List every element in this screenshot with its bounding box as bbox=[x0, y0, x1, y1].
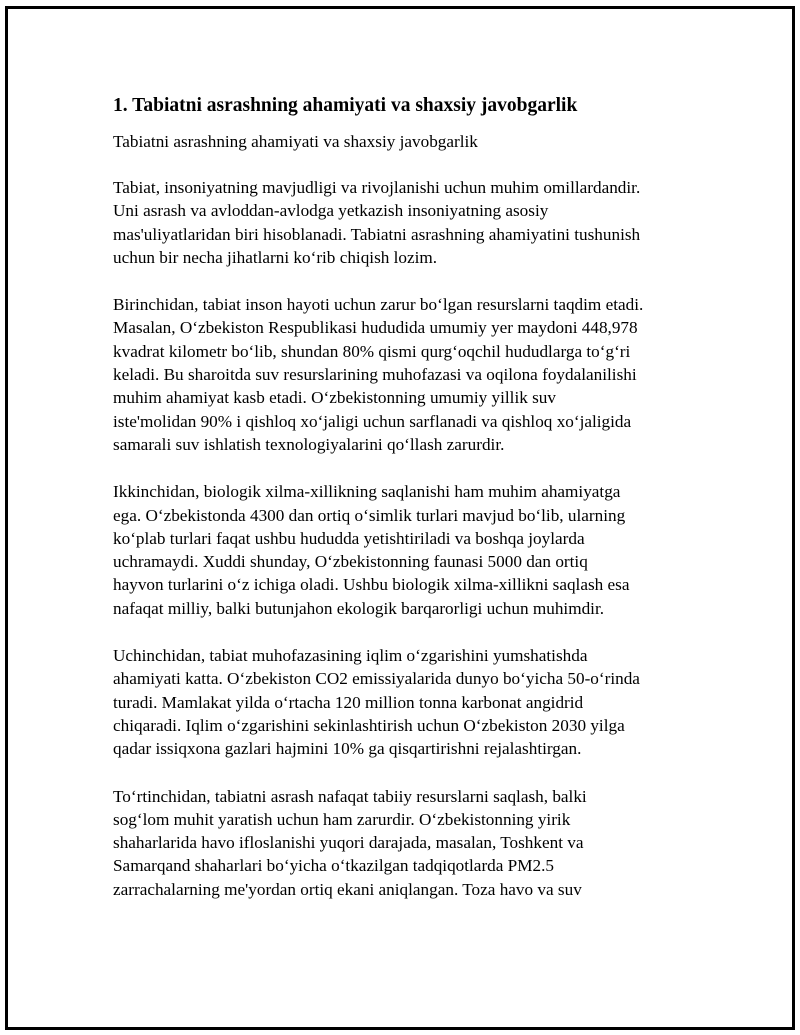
page-subtitle: Tabiatni asrashning ahamiyati va shaxsiy javobgarlik bbox=[113, 132, 478, 151]
paragraph-third bbox=[113, 644, 713, 760]
paragraph-line: Uni asrash va avloddan-avlodga yetkazish insoniyatning asosiy bbox=[113, 201, 549, 221]
page-title: 1. Tabiatni asrashning ahamiyati va shaxsiy javobgarlik bbox=[113, 95, 578, 116]
paragraph-line: Samarqand shaharlari boʻyicha oʻtkazilgan tadqiqotlarda PM2.5 bbox=[113, 856, 555, 876]
paragraph-line: qadar issiqxona gazlari hajmini 10% ga qisqartirishni rejalashtirgan. bbox=[113, 739, 582, 759]
paragraph-line: keladi. Bu sharoitda suv resurslarining muhofazasi va oqilona foydalanilishi bbox=[113, 365, 637, 385]
paragraph-fourth bbox=[113, 785, 713, 901]
paragraph-line: turadi. Mamlakat yilda oʻrtacha 120 million tonna karbonat angidrid bbox=[113, 692, 584, 712]
paragraph-first bbox=[113, 293, 713, 456]
paragraph-line: Uchinchidan, tabiat muhofazasining iqlim oʻzgarishini yumshatishda bbox=[113, 646, 588, 666]
paragraph-line: uchramaydi. Xuddi shunday, Oʻzbekistonning faunasi 5000 dan ortiq bbox=[113, 552, 588, 572]
paragraph-line: shaharlarida havo ifloslanishi yuqori darajada, masalan, Toshkent va bbox=[113, 833, 584, 853]
paragraph-line: sogʻlom muhit yaratish uchun ham zarurdir. Oʻzbekistonning yirik bbox=[113, 809, 571, 829]
paragraph-line: Tabiat, insoniyatning mavjudligi va rivojlanishi uchun muhim omillardandir. bbox=[113, 178, 641, 197]
paragraph-intro bbox=[113, 176, 713, 269]
paragraph-line: samarali suv ishlatish texnologiyalarini qoʻllash zarurdir. bbox=[113, 434, 505, 454]
paragraph-line: ega. Oʻzbekistonda 4300 dan ortiq oʻsimlik turlari mavjud boʻlib, ularning bbox=[113, 505, 626, 525]
paragraph-line: muhim ahamiyat kasb etadi. Oʻzbekistonning umumiy yillik suv bbox=[113, 388, 556, 408]
paragraph-line: ahamiyati katta. Oʻzbekiston CO2 emissiyalarida dunyo boʻyicha 50-oʻrinda bbox=[113, 669, 640, 689]
paragraph-line: uchun bir necha jihatlarni koʻrib chiqish lozim. bbox=[113, 247, 438, 267]
paragraph-line: chiqaradi. Iqlim oʻzgarishini sekinlashtirish uchun Oʻzbekiston 2030 yilga bbox=[113, 715, 625, 735]
paragraph-line: Ikkinchidan, biologik xilma-xillikning saqlanishi ham muhim ahamiyatga bbox=[113, 482, 621, 502]
paragraph-line: iste'molidan 90% i qishloq xoʻjaligi uchun sarflanadi va qishloq xoʻjaligida bbox=[113, 411, 632, 431]
document-body bbox=[113, 92, 713, 925]
paragraph-line: mas'uliyatlaridan biri hisoblanadi. Tabiatni asrashning ahamiyatini tushunish bbox=[113, 224, 641, 244]
paragraph-line: koʻplab turlari faqat ushbu hududda yetishtiriladi va boshqa joylarda bbox=[113, 528, 585, 548]
paragraph-line: hayvon turlarini oʻz ichiga oladi. Ushbu biologik xilma-xillikni saqlash esa bbox=[113, 575, 630, 595]
paragraph-line: kvadrat kilometr boʻlib, shundan 80% qismi qurgʻoqchil hududlarga toʻgʻri bbox=[113, 341, 631, 361]
paragraph-second bbox=[113, 480, 713, 620]
paragraph-line: Masalan, Oʻzbekiston Respublikasi hududida umumiy yer maydoni 448,978 bbox=[113, 318, 638, 338]
paragraph-line: Toʻrtinchidan, tabiatni asrash nafaqat tabiiy resurslarni saqlash, balki bbox=[113, 786, 587, 806]
paragraph-line: zarrachalarning me'yordan ortiq ekani aniqlangan. Toza havo va suv bbox=[113, 879, 582, 899]
paragraph-line: Birinchidan, tabiat inson hayoti uchun zarur boʻlgan resurslarni taqdim etadi. bbox=[113, 295, 644, 315]
paragraph-line: nafaqat milliy, balki butunjahon ekologik barqarorligi uchun muhimdir. bbox=[113, 598, 605, 618]
